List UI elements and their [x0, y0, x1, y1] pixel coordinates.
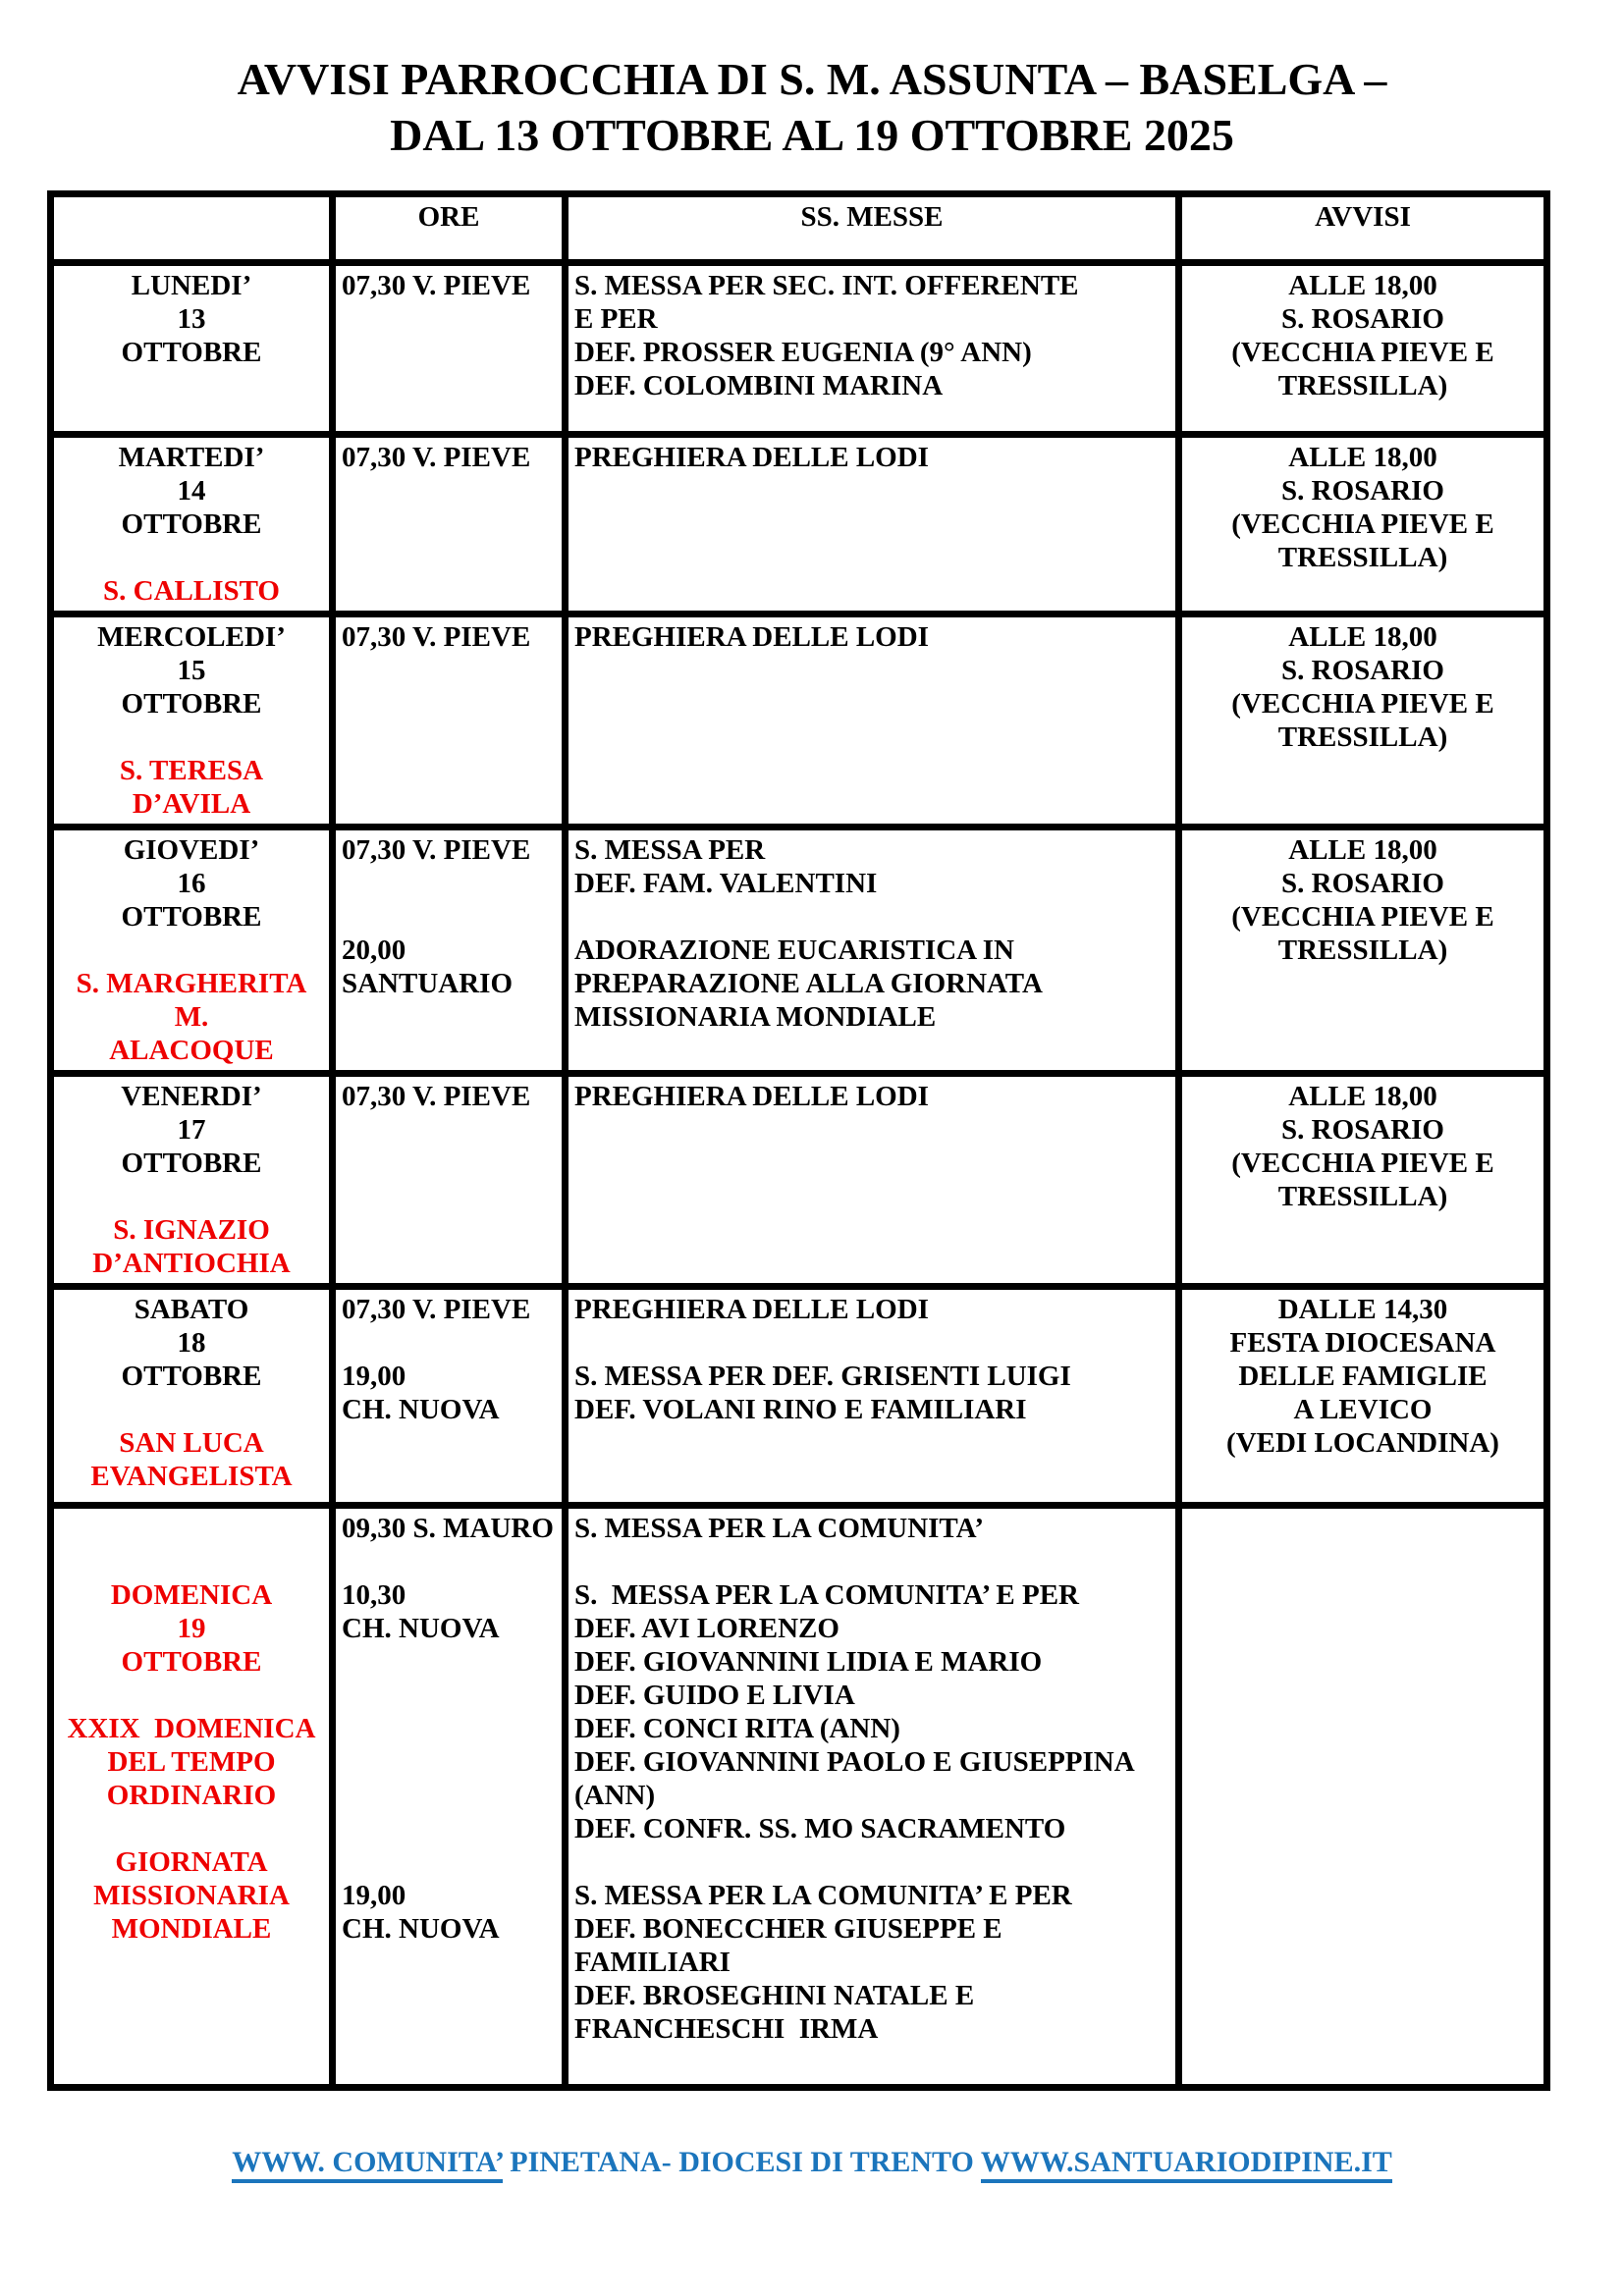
text-line: XXIX DOMENICA: [67, 1713, 316, 1744]
domenica-19-ottobre-day-cell: [51, 1506, 333, 2088]
text-line: SABATO: [134, 1294, 249, 1325]
lunedi-13-ottobre-ore-cell: [333, 263, 566, 435]
text-line: DEF. VOLANI RINO E FAMILIARI: [574, 1394, 1027, 1425]
table-header-row: [51, 194, 1547, 263]
text-line: DELLE FAMIGLIE: [1238, 1361, 1488, 1392]
text-line: DEF. BONECCHER GIUSEPPE E: [574, 1913, 1002, 1945]
table-row-martedi-14-ottobre: [51, 435, 1547, 614]
text-line: ALACOQUE: [109, 1035, 274, 1066]
text-line: 07,30 V. PIEVE: [342, 1294, 531, 1325]
table-row-domenica-19-ottobre: [51, 1506, 1547, 2088]
text-line: 18: [177, 1327, 206, 1359]
text-line: [342, 1779, 556, 1812]
text-line: [574, 1845, 1169, 1879]
sabato-18-ottobre-ore-cell: [333, 1287, 566, 1506]
text-line: TRESSILLA): [1277, 934, 1448, 966]
mercoledi-15-ottobre-day-cell: [51, 614, 333, 828]
page-title-line1: AVVISI PARROCCHIA DI S. M. ASSUNTA – BASELGA –: [237, 54, 1387, 104]
text-line: [342, 1326, 556, 1360]
sabato-18-ottobre-day-cell: [51, 1287, 333, 1506]
text-line: FRANCHESCHI IRMA: [574, 2013, 879, 2045]
text-line: [60, 1812, 323, 1845]
text-line: DEF. COLOMBINI MARINA: [574, 370, 944, 401]
text-line: SAN LUCA: [119, 1427, 264, 1459]
text-line: S. TERESA D’AVILA: [119, 755, 271, 820]
giovedi-16-ottobre-messe-cell: [566, 828, 1179, 1074]
text-line: ADORAZIONE EUCARISTICA IN: [574, 934, 1014, 966]
lunedi-13-ottobre-avvisi-cell: [1179, 263, 1547, 435]
text-line: CH. NUOVA: [342, 1613, 500, 1644]
text-line: MISSIONARIA MONDIALE: [574, 1001, 937, 1033]
table-row-mercoledi-15-ottobre: [51, 614, 1547, 828]
text-line: TRESSILLA): [1277, 1181, 1448, 1212]
text-line: [60, 1512, 323, 1545]
domenica-19-ottobre-ore-cell: [333, 1506, 566, 2088]
text-line: 14: [177, 475, 206, 507]
text-line: MONDIALE: [111, 1913, 272, 1945]
text-line: S. MARGHERITA M.: [76, 968, 314, 1033]
text-line: [60, 1393, 323, 1426]
footer-link[interactable]: WWW.SANTUARIODIPINE.IT: [981, 2146, 1392, 2183]
text-line: S. MESSA PER SEC. INT. OFFERENTE: [574, 270, 1079, 301]
text-line: (VECCHIA PIEVE E: [1231, 901, 1494, 933]
text-line: OTTOBRE: [121, 901, 262, 933]
text-line: OTTOBRE: [121, 508, 262, 540]
venerdi-17-ottobre-ore-cell: [333, 1074, 566, 1287]
text-line: [574, 900, 1169, 934]
text-line: 07,30 V. PIEVE: [342, 270, 531, 301]
martedi-14-ottobre-messe-cell: [566, 435, 1179, 614]
text-line: [60, 541, 323, 574]
text-line: [60, 934, 323, 967]
text-line: EVANGELISTA: [90, 1461, 293, 1492]
text-line: S. CALLISTO: [103, 575, 280, 607]
text-line: TRESSILLA): [1277, 370, 1448, 401]
table-row-lunedi-13-ottobre: [51, 263, 1547, 435]
text-line: [60, 1679, 323, 1712]
mercoledi-15-ottobre-ore-cell: [333, 614, 566, 828]
text-line: [574, 1326, 1169, 1360]
lunedi-13-ottobre-day-cell: [51, 263, 333, 435]
martedi-14-ottobre-avvisi-cell: [1179, 435, 1547, 614]
text-line: SANTUARIO: [342, 968, 514, 999]
text-line: MERCOLEDI’: [97, 621, 286, 653]
text-line: S. IGNAZIO: [113, 1214, 270, 1246]
page-title: [0, 0, 1624, 163]
text-line: [342, 1679, 556, 1712]
text-line: FAMILIARI: [574, 1947, 731, 1978]
text-line: MISSIONARIA: [93, 1880, 290, 1911]
text-line: GIOVEDI’: [123, 834, 260, 866]
text-line: 15: [177, 655, 206, 686]
text-line: DEF. GUIDO E LIVIA: [574, 1680, 855, 1711]
text-line: [342, 1745, 556, 1779]
page-title-line2: DAL 13 OTTOBRE AL 19 OTTOBRE 2025: [390, 110, 1234, 160]
table-row-sabato-18-ottobre: [51, 1287, 1547, 1506]
text-line: [60, 1545, 323, 1578]
text-line: TRESSILLA): [1277, 721, 1448, 753]
mass-schedule-table: [47, 190, 1550, 2091]
text-line: 16: [177, 868, 206, 899]
text-line: [342, 1545, 556, 1578]
text-line: 10,30: [342, 1579, 406, 1611]
text-line: 07,30 V. PIEVE: [342, 442, 531, 473]
text-line: 19,00: [342, 1880, 406, 1911]
footer-link[interactable]: WWW. COMUNITA’: [232, 2146, 503, 2183]
text-line: DEF. GIOVANNINI LIDIA E MARIO: [574, 1646, 1043, 1678]
text-line: DOMENICA: [110, 1579, 273, 1611]
header-messe: SS. MESSE: [566, 194, 1179, 263]
table-row-venerdi-17-ottobre: [51, 1074, 1547, 1287]
text-line: DEL TEMPO: [107, 1746, 276, 1778]
text-line: CH. NUOVA: [342, 1394, 500, 1425]
text-line: [342, 1645, 556, 1679]
text-line: (VECCHIA PIEVE E: [1231, 688, 1494, 720]
text-line: 07,30 V. PIEVE: [342, 834, 531, 866]
text-line: 20,00: [342, 934, 406, 966]
text-line: DEF. GIOVANNINI PAOLO E GIUSEPPINA: [574, 1746, 1135, 1778]
text-line: LUNEDI’: [131, 270, 252, 301]
text-line: 07,30 V. PIEVE: [342, 621, 531, 653]
venerdi-17-ottobre-avvisi-cell: [1179, 1074, 1547, 1287]
text-line: ORDINARIO: [106, 1780, 277, 1811]
text-line: 07,30 V. PIEVE: [342, 1081, 531, 1112]
text-line: PREPARAZIONE ALLA GIORNATA: [574, 968, 1043, 999]
text-line: E PER: [574, 303, 658, 335]
text-line: S. MESSA PER: [574, 834, 766, 866]
text-line: [342, 1712, 556, 1745]
text-line: DALLE 14,30: [1277, 1294, 1448, 1325]
mercoledi-15-ottobre-messe-cell: [566, 614, 1179, 828]
text-line: ALLE 18,00: [1288, 621, 1437, 653]
domenica-19-ottobre-messe-cell: [566, 1506, 1179, 2088]
text-line: (VECCHIA PIEVE E: [1231, 508, 1494, 540]
text-line: (ANN): [574, 1780, 656, 1811]
text-line: ALLE 18,00: [1288, 1081, 1437, 1112]
text-line: VENERDI’: [121, 1081, 262, 1112]
text-line: DEF. PROSSER EUGENIA (9° ANN): [574, 337, 1032, 368]
text-line: [574, 1545, 1169, 1578]
text-line: S. ROSARIO: [1281, 868, 1444, 899]
text-line: DEF. FAM. VALENTINI: [574, 868, 878, 899]
text-line: ALLE 18,00: [1288, 442, 1437, 473]
text-line: 19,00: [342, 1361, 406, 1392]
text-line: FESTA DIOCESANA: [1229, 1327, 1496, 1359]
text-line: DEF. BROSEGHINI NATALE E: [574, 1980, 975, 2011]
martedi-14-ottobre-ore-cell: [333, 435, 566, 614]
text-line: ALLE 18,00: [1288, 270, 1437, 301]
text-line: [342, 900, 556, 934]
footer-text: PINETANA- DIOCESI DI TRENTO: [502, 2146, 981, 2178]
text-line: S. ROSARIO: [1281, 655, 1444, 686]
text-line: [342, 867, 556, 900]
text-line: [342, 1845, 556, 1879]
table-row-giovedi-16-ottobre: [51, 828, 1547, 1074]
text-line: (VECCHIA PIEVE E: [1231, 337, 1494, 368]
venerdi-17-ottobre-day-cell: [51, 1074, 333, 1287]
text-line: [60, 1180, 323, 1213]
text-line: OTTOBRE: [121, 337, 262, 368]
sabato-18-ottobre-messe-cell: [566, 1287, 1179, 1506]
text-line: 09,30 S. MAURO: [342, 1513, 554, 1544]
text-line: DEF. CONFR. SS. MO SACRAMENTO: [574, 1813, 1066, 1844]
giovedi-16-ottobre-day-cell: [51, 828, 333, 1074]
text-line: S. ROSARIO: [1281, 303, 1444, 335]
lunedi-13-ottobre-messe-cell: [566, 263, 1179, 435]
text-line: S. MESSA PER LA COMUNITA’ E PER: [574, 1880, 1072, 1911]
martedi-14-ottobre-day-cell: [51, 435, 333, 614]
text-line: OTTOBRE: [121, 1361, 262, 1392]
text-line: PREGHIERA DELLE LODI: [574, 1294, 929, 1325]
text-line: ALLE 18,00: [1288, 834, 1437, 866]
text-line: OTTOBRE: [121, 1646, 262, 1678]
giovedi-16-ottobre-avvisi-cell: [1179, 828, 1547, 1074]
text-line: A LEVICO: [1293, 1394, 1433, 1425]
mercoledi-15-ottobre-avvisi-cell: [1179, 614, 1547, 828]
text-line: DEF. CONCI RITA (ANN): [574, 1713, 900, 1744]
text-line: S. ROSARIO: [1281, 475, 1444, 507]
text-line: 13: [177, 303, 206, 335]
text-line: S. MESSA PER LA COMUNITA’ E PER: [574, 1579, 1079, 1611]
footer: [0, 2144, 1624, 2181]
giovedi-16-ottobre-ore-cell: [333, 828, 566, 1074]
header-avvisi: AVVISI: [1179, 194, 1547, 263]
sabato-18-ottobre-avvisi-cell: [1179, 1287, 1547, 1506]
text-line: OTTOBRE: [121, 1148, 262, 1179]
text-line: D’ANTIOCHIA: [92, 1248, 291, 1279]
text-line: [342, 1812, 556, 1845]
text-line: TRESSILLA): [1277, 542, 1448, 573]
text-line: 19: [177, 1613, 206, 1644]
text-line: 17: [177, 1114, 206, 1146]
text-line: PREGHIERA DELLE LODI: [574, 621, 929, 653]
venerdi-17-ottobre-messe-cell: [566, 1074, 1179, 1287]
domenica-19-ottobre-avvisi-cell: [1179, 1506, 1547, 2088]
text-line: GIORNATA: [115, 1846, 268, 1878]
text-line: S. ROSARIO: [1281, 1114, 1444, 1146]
text-line: (VECCHIA PIEVE E: [1231, 1148, 1494, 1179]
text-line: OTTOBRE: [121, 688, 262, 720]
text-line: MARTEDI’: [118, 442, 265, 473]
header-day: [51, 194, 333, 263]
text-line: S. MESSA PER LA COMUNITA’: [574, 1513, 985, 1544]
text-line: CH. NUOVA: [342, 1913, 500, 1945]
header-ore: ORE: [333, 194, 566, 263]
text-line: [60, 721, 323, 754]
text-line: S. MESSA PER DEF. GRISENTI LUIGI: [574, 1361, 1071, 1392]
text-line: DEF. AVI LORENZO: [574, 1613, 839, 1644]
text-line: PREGHIERA DELLE LODI: [574, 442, 929, 473]
text-line: PREGHIERA DELLE LODI: [574, 1081, 929, 1112]
text-line: (VEDI LOCANDINA): [1226, 1427, 1499, 1459]
